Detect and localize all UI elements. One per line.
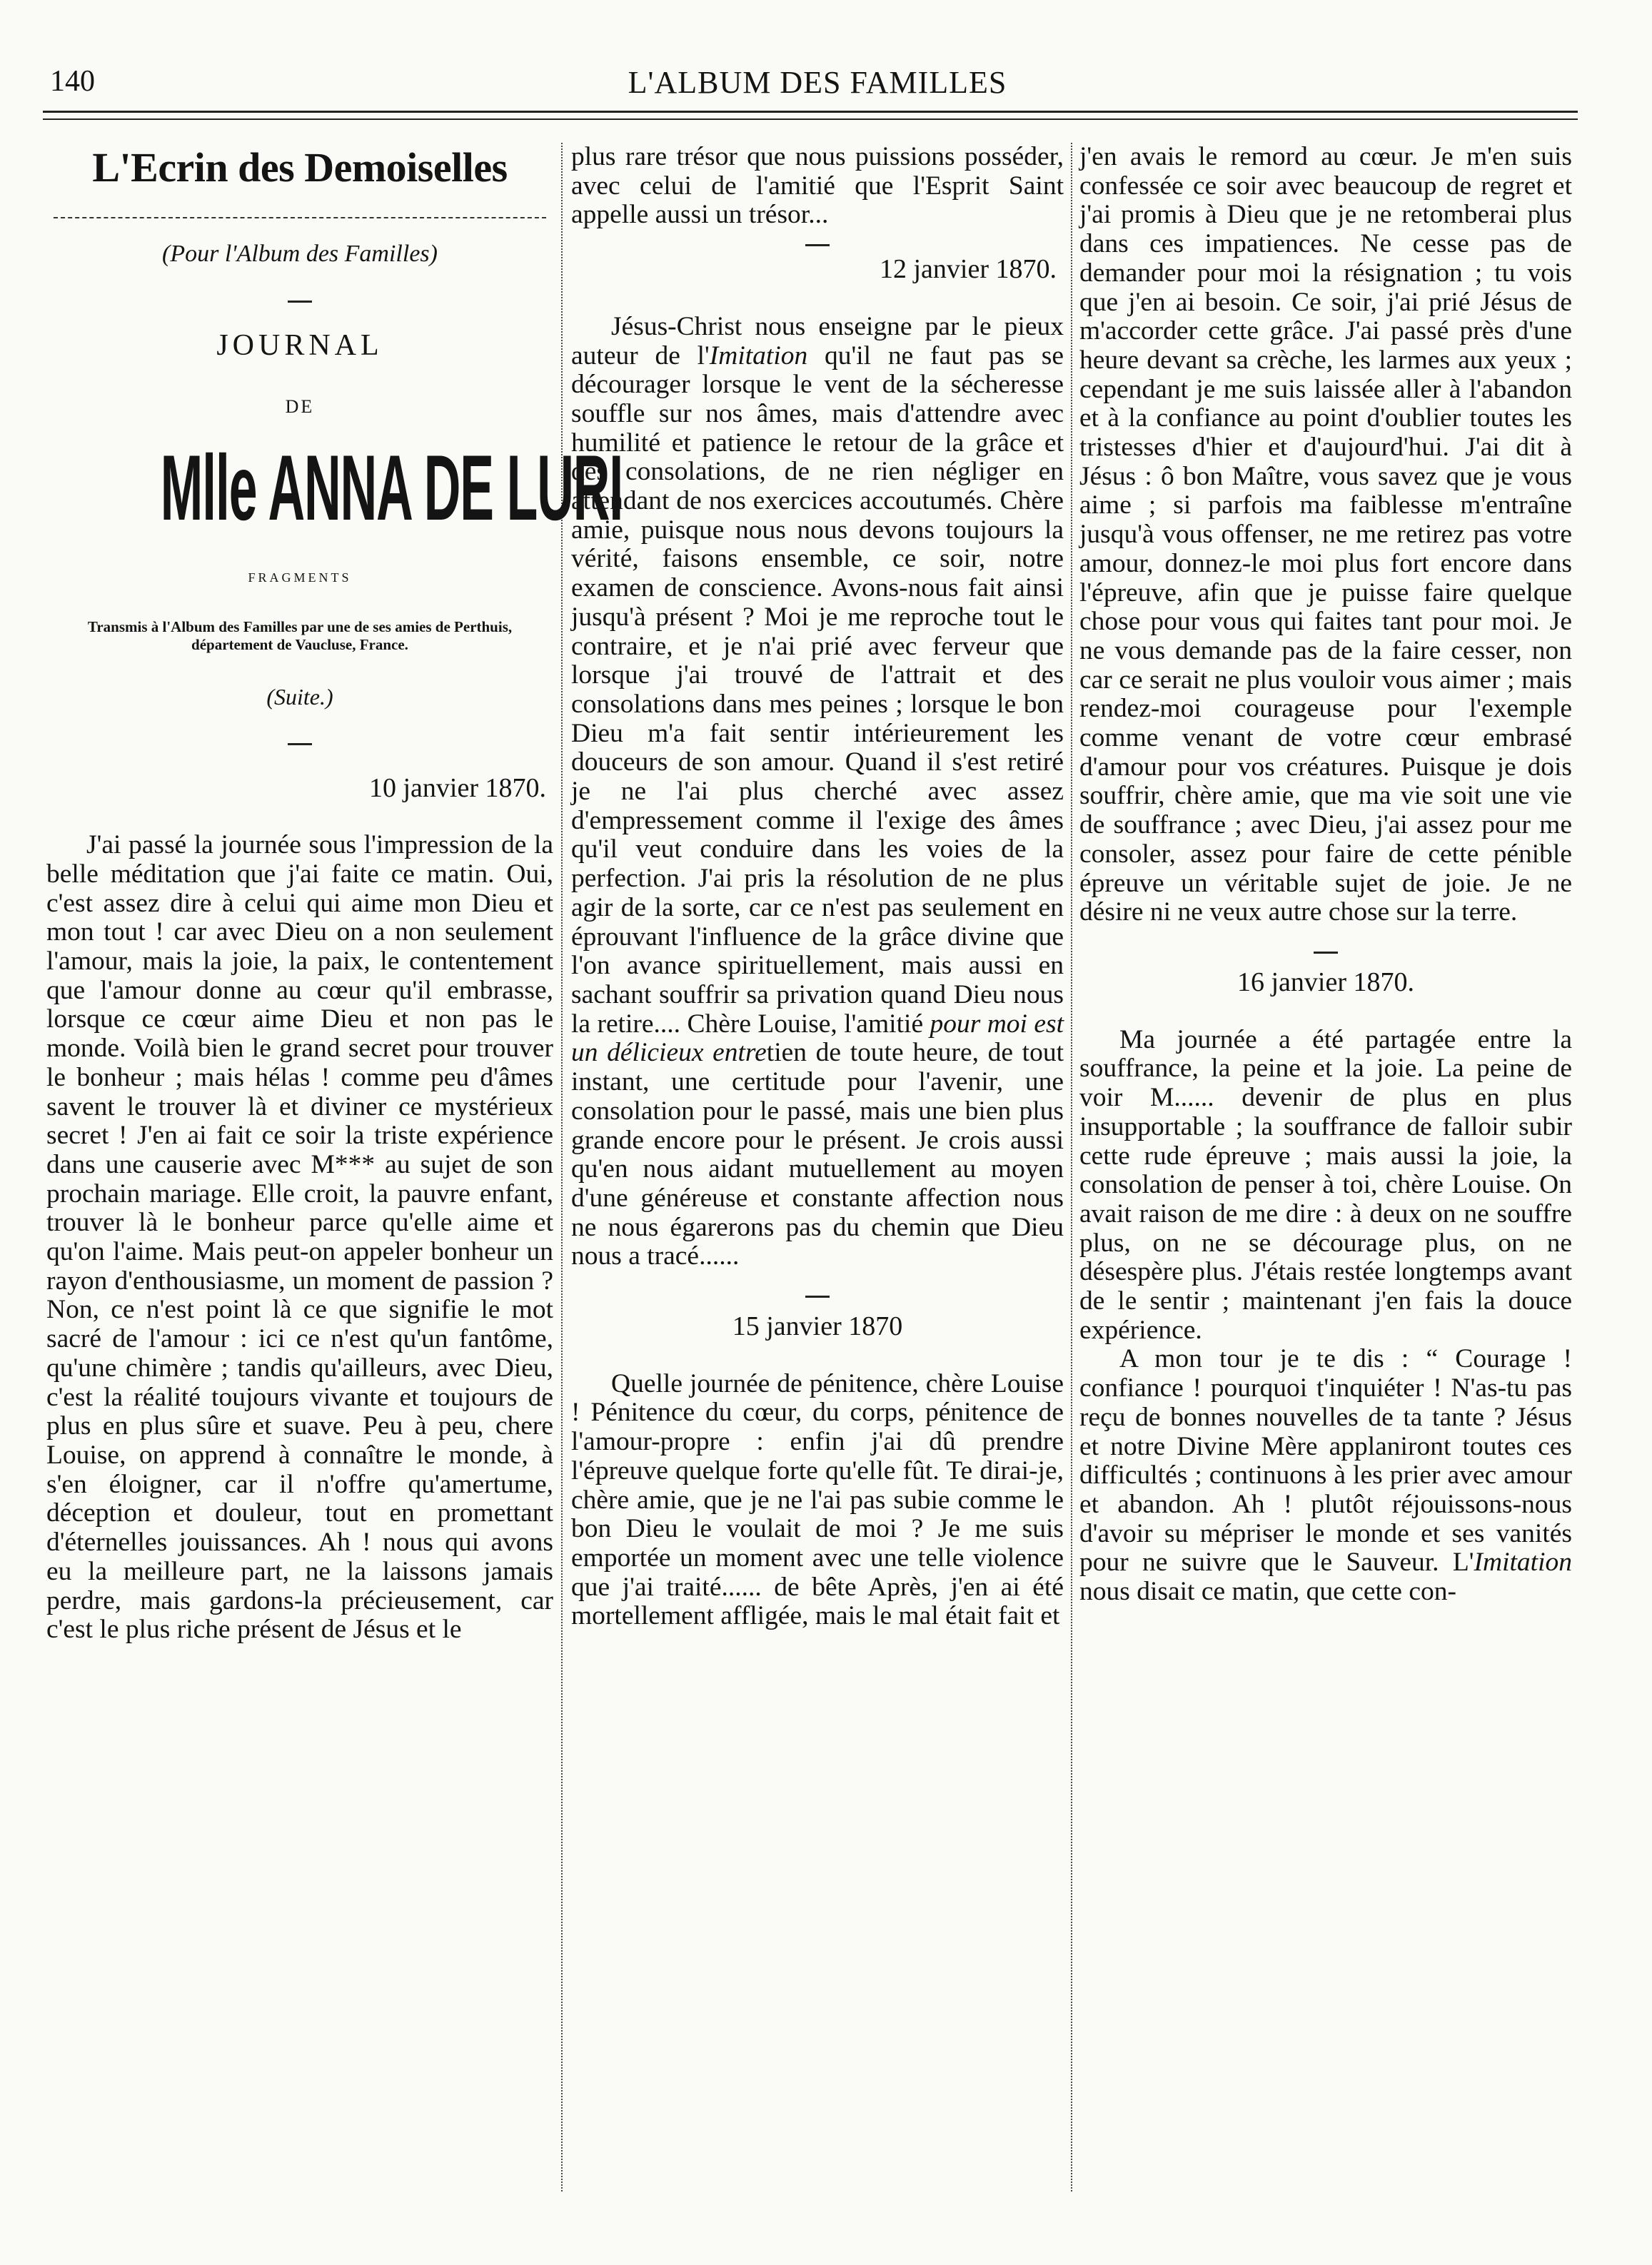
imitation-title: Imitation: [1474, 1548, 1572, 1578]
journal-de: DE: [285, 396, 315, 418]
entry-paragraph: Jésus-Christ nous enseigne par le pieux auteur de l'Imitation qu'il ne faut pas se décourager lorsque le vent de la sécheresse souffle sur nos âmes, mais d'attendre avec humilité et patience le retour de la grâce et des consolations, de ne rien négliger en attendant de nos exercices accoutumés. Chère amie, puisque nous nous devons toujours la vérité, faisons ensemble, ce soir, notre examen de conscience. Avons-nous fait ainsi jusqu'à présent ? Moi je me reproche tout le contraire, et je n'ai prié avec ferveur que lorsque j'ai trouvé de l'attrait et des consolations dans mes peines ; lorsque le bon Dieu m'a fait sentir intérieurement les douceurs de son amour. Quand il s'est retiré je ne l'ai plus cherché avec assez d'empressement comme il l'exige des âmes qu'il veut conduire dans les voies de la perfection. J'ai pris la résolution de ne plus agir de la sorte, car ce n'est pas seulement en éprouvant l'influence de la grâce divine que l'on avance spirituellement, mais aussi en sachant souffrir sa privation quand Dieu nous la retire.... Chère Louise, l'amitié pour moi est un délicieux entretien de toute heure, de tout instant, une certitude pour l'avenir, une consolation pour le passé, mais une bien plus grande encore pour le présent. Je crois aussi qu'en nous aidant mutuellement au moyen d'une généreuse et constante affection nous ne nous égarerons pas du chemin que Dieu nous a tracé......: [571, 311, 1064, 1271]
column-3: [1079, 143, 1572, 1607]
suite-label: (Suite.): [266, 683, 333, 710]
entry-paragraph: Ma journée a été partagée entre la souffrance, la peine et la joie. La peine de voir M...... devenir de plus en plus insupportable ; la souffrance de falloir subir cette rude épreuve ; mais aussi la joie, la consolation de penser à toi, chère Louise. On avait raison de me dire : à deux on ne souffre plus, on ne se décourage plus, on ne désespère plus. J'étais restée longtemps avant de le sentir ; maintenant j'en fais la douce expérience.: [1079, 1024, 1572, 1345]
section-title: L'Ecrin des Demoiselles: [92, 144, 508, 191]
separator-dash: [1314, 952, 1338, 954]
column-divider: [1071, 143, 1072, 2191]
section-divider: [54, 217, 546, 218]
author-name: Mlle ANNA DE LURI: [160, 435, 623, 540]
header-rule-bottom: [43, 118, 1578, 120]
transmission-note: Transmis à l'Album des Familles par une de ses amies de Perthuis, département de Vaucluse, France.: [87, 617, 513, 653]
entry-paragraph-continued: j'en avais le remord au cœur. Je m'en suis confessée ce soir avec beaucoup de regret et j'ai promis à Dieu que je ne retomberai plus dans ces impatiences. Ne cesse pas de demander pour moi la résignation ; tu vois que j'en ai besoin. Ce soir, j'ai prié Jésus de m'accorder cette grâce. J'ai passé près d'une heure devant sa crèche, les larmes aux yeux ; cependant je me suis laissée aller à l'abandon et à la confiance au point d'oublier toutes les tristesses d'hier et d'aujourd'hui. J'ai dit à Jésus : ô bon Maître, vous savez que je vous aime ; si parfois ma faiblesse m'entraîne jusqu'à vous offenser, ne me retirez pas votre amour, donnez-le moi plus fort encore dans l'épreuve, afin que je puisse faire quelque chose pour vous qui faites tant pour moi. Je ne vous demande pas de la faire cesser, non car ce serait ne plus vouloir vous aimer ; mais rendez-moi courageuse pour l'exemple comme venant de votre cœur embrasé d'amour pour vos créatures. Puisque je dois souffrir, chère amie, que ma vie soit une vie de souffrance ; avec Dieu, j'ai assez pour me consoler, assez pour faire de cette pénible épreuve un véritable sujet de joie. Je ne désire ni ne veux autre chose sur la terre.: [1079, 142, 1572, 927]
column-1: [46, 143, 623, 1645]
page-number: 140: [50, 65, 95, 98]
entry-date: 12 janvier 1870.: [879, 254, 1057, 285]
separator-dash: [288, 743, 312, 745]
fragments-label: FRAGMENTS: [248, 570, 352, 585]
imitation-title: Imitation: [709, 340, 808, 370]
section-subtitle: (Pour l'Album des Familles): [162, 241, 438, 267]
separator-dash: [805, 244, 830, 246]
entry-paragraph: A mon tour je te dis : “ Courage ! confiance ! pourquoi t'inquiéter ! N'as-tu pas reçu de bonnes nouvelles de ta tante ? Jésus et notre Divine Mère applaniront toutes ces difficultés ; continuons à les prier avec amour et abandon. Ah ! plutôt réjouissons-nous d'avoir su mépriser le monde et ses vanités pour ne suivre que le Sauveur. L'Imitation nous disait ce matin, que cette con-: [1079, 1344, 1572, 1607]
separator-dash: [288, 301, 312, 303]
journal-heading: JOURNAL: [216, 328, 383, 362]
page-header: [50, 59, 1585, 109]
column-2: [571, 143, 1064, 1631]
entry-date: 10 janvier 1870.: [368, 772, 546, 803]
entry-paragraph-continued: plus rare trésor que nous puissions posséder, avec celui de l'amitié que l'Esprit Saint appelle aussi un trésor...: [571, 142, 1064, 230]
header-rule-top: [43, 111, 1578, 113]
separator-dash: [805, 1296, 830, 1298]
entry-date: 15 janvier 1870: [732, 1311, 903, 1342]
entry-paragraph: Quelle journée de pénitence, chère Louise ! Pénitence du cœur, du corps, pénitence de l'amour-propre : enfin j'ai dû prendre l'épreuve quelque forte qu'elle fût. Te dirai-je, chère amie, que je ne l'ai pas subie comme le bon Dieu le voulait de moi ? Je me suis emportée un moment avec une telle violence que j'ai traité...... de bête Après, j'en ai été mortellement affligée, mais le mal était fait et: [571, 1368, 1064, 1631]
entry-date: 16 janvier 1870.: [1237, 967, 1414, 997]
entry-paragraph: J'ai passé la journée sous l'impression de la belle méditation que j'ai faite ce matin. Oui, c'est assez dire à celui qui aime mon Dieu et mon tout ! car avec Dieu on a non seulement l'amour, mais la joie, la paix, le contentement que l'amour donne au cœur qu'il embrasse, lorsque ce cœur aime Dieu et non pas le monde. Voilà bien le grand secret pour trouver le bonheur ; mais hélas ! comme peu d'âmes savent le trouver là et diviner ce mystérieux secret ! J'en ai fait ce soir la triste expérience dans une causerie avec M*** au sujet de son prochain mariage. Elle croit, la pauvre enfant, trouver là le bonheur parce qu'elle aime et qu'on l'aime. Mais peut-on appeler bonheur un rayon d'enthousiasme, un moment de passion ? Non, ce n'est point là ce que signifie le mot sacré de l'amour : ici ce n'est qu'un fantôme, qu'une chimère ; tandis qu'ailleurs, avec Dieu, c'est la réalité toujours vivante et toujours de plus en plus sûre et suave. Peu à peu, chere Louise, on apprend à connaître le monde, à s'en éloigner, car il n'offre qu'amertume, déception et douleur, tout en promettant d'éternelles jouissances. Ah ! nous qui avons eu la meilleure part, ne la laissons jamais perdre, mais gardons-la précieusement, car c'est le plus riche présent de Jésus et le: [46, 830, 553, 1645]
running-title: L'ALBUM DES FAMILLES: [628, 65, 1007, 100]
